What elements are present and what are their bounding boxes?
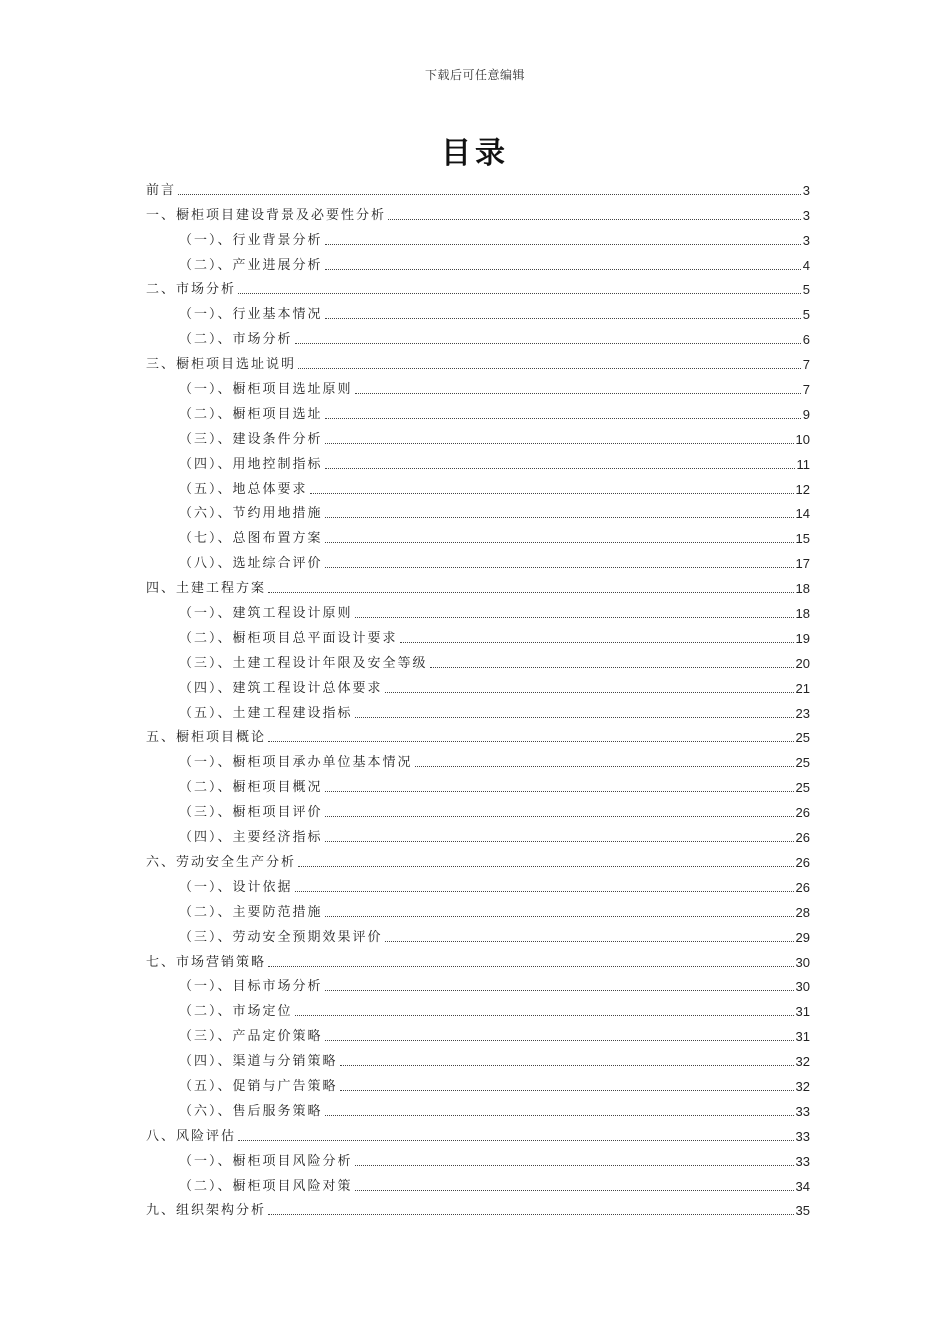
toc-dot-leader <box>325 916 794 917</box>
toc-dot-leader <box>295 891 794 892</box>
toc-entry-page-number: 20 <box>795 655 810 671</box>
toc-entry-page-number: 5 <box>802 282 810 298</box>
toc-dot-leader <box>385 941 794 942</box>
toc-entry[interactable] <box>146 1095 810 1120</box>
toc-entry-label: （二）、主要防范措施 <box>179 904 323 920</box>
toc-entry-label: 一、橱柜项目建设背景及必要性分析 <box>146 207 387 223</box>
toc-dot-leader <box>268 741 794 742</box>
toc-dot-leader <box>385 692 794 693</box>
toc-entry-label: （二）、橱柜项目选址 <box>179 406 323 422</box>
toc-dot-leader <box>325 567 794 568</box>
toc-entry-label: （八）、选址综合评价 <box>179 556 323 572</box>
toc-entry[interactable] <box>146 622 810 647</box>
toc-entry[interactable] <box>146 1195 810 1220</box>
toc-entry-label: （一）、橱柜项目风险分析 <box>179 1153 353 1169</box>
toc-entry-label: （四）、渠道与分销策略 <box>179 1054 338 1070</box>
toc-dot-leader <box>355 717 794 718</box>
toc-dot-leader <box>295 1015 794 1016</box>
toc-entry[interactable] <box>146 995 810 1020</box>
toc-dot-leader <box>325 791 794 792</box>
toc-entry-label: （二）、市场分析 <box>179 332 293 348</box>
toc-dot-leader <box>178 194 801 195</box>
toc-entry-page-number: 11 <box>796 456 810 472</box>
toc-entry[interactable] <box>146 348 810 373</box>
toc-entry[interactable] <box>146 1145 810 1170</box>
toc-entry[interactable] <box>146 274 810 299</box>
toc-entry-page-number: 29 <box>795 929 810 945</box>
toc-entry[interactable] <box>146 746 810 771</box>
toc-entry-label: （一）、建筑工程设计原则 <box>179 606 353 622</box>
toc-entry-page-number: 18 <box>795 581 810 597</box>
toc-entry-page-number: 12 <box>795 481 810 497</box>
toc-entry[interactable] <box>146 1045 810 1070</box>
toc-dot-leader <box>340 1090 794 1091</box>
toc-entry-page-number: 4 <box>802 257 810 273</box>
toc-entry-label: （二）、橱柜项目风险对策 <box>179 1178 353 1194</box>
toc-entry-label: （五）、地总体要求 <box>179 481 308 497</box>
toc-entry-label: （一）、设计依据 <box>179 879 293 895</box>
toc-entry-page-number: 3 <box>802 207 810 223</box>
toc-entry-label: （三）、橱柜项目评价 <box>179 805 323 821</box>
toc-entry[interactable] <box>146 498 810 523</box>
toc-entry-label: （一）、目标市场分析 <box>179 979 323 995</box>
toc-entry[interactable] <box>146 423 810 448</box>
toc-dot-leader <box>310 493 794 494</box>
toc-entry[interactable] <box>146 323 810 348</box>
toc-entry-page-number: 31 <box>795 1029 810 1045</box>
toc-dot-leader <box>298 368 801 369</box>
toc-dot-leader <box>325 816 794 817</box>
toc-entry-page-number: 33 <box>795 1153 810 1169</box>
toc-entry-page-number: 26 <box>795 879 810 895</box>
toc-dot-leader <box>295 343 801 344</box>
toc-dot-leader <box>325 418 801 419</box>
header-note: 下载后可任意编辑 <box>424 68 525 82</box>
toc-entry[interactable] <box>146 224 810 249</box>
toc-entry-label: （四）、建筑工程设计总体要求 <box>179 680 383 696</box>
toc-entry[interactable] <box>146 821 810 846</box>
toc-dot-leader <box>355 1165 794 1166</box>
toc-dot-leader <box>340 1065 794 1066</box>
toc-dot-leader <box>298 866 794 867</box>
toc-entry[interactable] <box>146 597 810 622</box>
toc-entry-page-number: 32 <box>795 1078 810 1094</box>
toc-dot-leader <box>325 841 794 842</box>
toc-entry-label: （一）、橱柜项目选址原则 <box>179 382 353 398</box>
toc-entry[interactable] <box>146 398 810 423</box>
toc-entry-page-number: 21 <box>795 680 810 696</box>
toc-entry-page-number: 10 <box>795 431 810 447</box>
toc-entry-page-number: 31 <box>795 1004 810 1020</box>
toc-entry-page-number: 3 <box>802 182 810 198</box>
toc-entry-page-number: 25 <box>795 755 810 771</box>
toc-entry-label: （二）、产业进展分析 <box>179 257 323 273</box>
toc-entry-page-number: 7 <box>802 382 810 398</box>
page-title: 目录 <box>441 136 509 171</box>
toc-dot-leader <box>325 517 794 518</box>
toc-entry[interactable] <box>146 1070 810 1095</box>
toc-entry[interactable] <box>146 647 810 672</box>
toc-dot-leader <box>325 1040 794 1041</box>
toc-entry-page-number: 14 <box>795 506 810 522</box>
toc-entry-label: （四）、主要经济指标 <box>179 830 323 846</box>
toc-entry-label: （二）、橱柜项目概况 <box>179 780 323 796</box>
toc-entry-label: （五）、土建工程建设指标 <box>179 705 353 721</box>
toc-dot-leader <box>325 443 794 444</box>
toc-dot-leader <box>325 468 795 469</box>
toc-entry-label: 六、劳动安全生产分析 <box>146 854 297 870</box>
toc-dot-leader <box>268 592 794 593</box>
toc-entry-label: （七）、总图布置方案 <box>179 531 323 547</box>
toc-entry-page-number: 3 <box>802 232 810 248</box>
toc-entry[interactable] <box>146 846 810 871</box>
toc-dot-leader <box>238 293 801 294</box>
toc-dot-leader <box>355 617 794 618</box>
toc-entry-label: （三）、产品定价策略 <box>179 1029 323 1045</box>
toc-dot-leader <box>325 244 801 245</box>
toc-entry-page-number: 26 <box>795 854 810 870</box>
toc-entry[interactable] <box>146 522 810 547</box>
toc-dot-leader <box>430 667 794 668</box>
toc-entry[interactable] <box>146 672 810 697</box>
toc-entry-page-number: 34 <box>795 1178 810 1194</box>
toc-dot-leader <box>355 1190 794 1191</box>
toc-entry-label: （六）、售后服务策略 <box>179 1103 323 1119</box>
toc-entry-page-number: 33 <box>795 1103 810 1119</box>
toc-entry[interactable] <box>146 448 810 473</box>
toc-entry[interactable] <box>146 547 810 572</box>
toc-entry-page-number: 33 <box>795 1128 810 1144</box>
toc-entry[interactable] <box>146 199 810 224</box>
toc-entry-page-number: 17 <box>795 556 810 572</box>
toc-entry[interactable] <box>146 697 810 722</box>
toc-entry-page-number: 7 <box>802 357 810 373</box>
toc-entry-page-number: 26 <box>795 805 810 821</box>
toc-entry-label: （三）、建设条件分析 <box>179 431 323 447</box>
toc-entry-label: 七、市场营销策略 <box>146 954 267 970</box>
toc-entry[interactable] <box>146 373 810 398</box>
toc-entry[interactable] <box>146 871 810 896</box>
toc-dot-leader <box>325 269 801 270</box>
toc-entry-page-number: 30 <box>795 954 810 970</box>
toc-entry-page-number: 19 <box>795 630 810 646</box>
toc-dot-leader <box>415 766 794 767</box>
toc-entry[interactable] <box>146 771 810 796</box>
toc-entry-page-number: 5 <box>802 307 810 323</box>
toc-entry[interactable] <box>146 921 810 946</box>
toc-entry-label: （一）、行业背景分析 <box>179 232 323 248</box>
toc-entry-label: 三、橱柜项目选址说明 <box>146 357 297 373</box>
toc-entry[interactable] <box>146 1170 810 1195</box>
toc-entry-page-number: 18 <box>795 606 810 622</box>
toc-entry-label: （二）、市场定位 <box>179 1004 293 1020</box>
toc-entry-label: （一）、行业基本情况 <box>179 307 323 323</box>
toc-dot-leader <box>355 393 801 394</box>
toc-entry-label: （三）、劳动安全预期效果评价 <box>179 929 383 945</box>
toc-dot-leader <box>268 966 794 967</box>
toc-entry-page-number: 35 <box>795 1203 810 1219</box>
toc-entry-label: 二、市场分析 <box>146 282 237 298</box>
toc-entry[interactable] <box>146 1120 810 1145</box>
toc-entry-page-number: 28 <box>795 904 810 920</box>
toc-entry-page-number: 32 <box>795 1054 810 1070</box>
toc-entry[interactable] <box>146 174 810 199</box>
toc-entry-label: （三）、土建工程设计年限及安全等级 <box>179 655 428 671</box>
toc-dot-leader <box>400 642 794 643</box>
toc-entry-label: 五、橱柜项目概论 <box>146 730 267 746</box>
toc-entry-page-number: 25 <box>795 780 810 796</box>
toc-entry-page-number: 26 <box>795 830 810 846</box>
toc-entry[interactable] <box>146 572 810 597</box>
toc-entry-page-number: 9 <box>802 406 810 422</box>
toc-entry[interactable] <box>146 971 810 996</box>
toc-entry[interactable] <box>146 796 810 821</box>
toc-entry-label: 九、组织架构分析 <box>146 1203 267 1219</box>
toc-entry-page-number: 23 <box>795 705 810 721</box>
toc-entry[interactable] <box>146 298 810 323</box>
toc-dot-leader <box>238 1140 794 1141</box>
table-of-contents <box>146 174 810 1219</box>
toc-dot-leader <box>325 990 794 991</box>
toc-dot-leader <box>325 1115 794 1116</box>
toc-entry-label: （五）、促销与广告策略 <box>179 1078 338 1094</box>
toc-entry-label: （一）、橱柜项目承办单位基本情况 <box>179 755 413 771</box>
toc-entry-label: 前言 <box>146 182 177 198</box>
toc-entry[interactable] <box>146 722 810 747</box>
toc-entry-label: （四）、用地控制指标 <box>179 456 323 472</box>
toc-entry-label: 八、风险评估 <box>146 1128 237 1144</box>
toc-entry[interactable] <box>146 946 810 971</box>
toc-entry[interactable] <box>146 1020 810 1045</box>
toc-dot-leader <box>388 219 801 220</box>
toc-entry-label: （二）、橱柜项目总平面设计要求 <box>179 630 398 646</box>
toc-entry[interactable] <box>146 249 810 274</box>
toc-entry-page-number: 25 <box>795 730 810 746</box>
toc-dot-leader <box>325 318 801 319</box>
toc-entry-page-number: 15 <box>795 531 810 547</box>
toc-entry-label: （六）、节约用地措施 <box>179 506 323 522</box>
toc-entry-page-number: 6 <box>802 332 810 348</box>
toc-dot-leader <box>268 1214 794 1215</box>
toc-entry-page-number: 30 <box>795 979 810 995</box>
toc-entry[interactable] <box>146 473 810 498</box>
toc-entry-label: 四、土建工程方案 <box>146 581 267 597</box>
toc-dot-leader <box>325 542 794 543</box>
toc-entry[interactable] <box>146 896 810 921</box>
